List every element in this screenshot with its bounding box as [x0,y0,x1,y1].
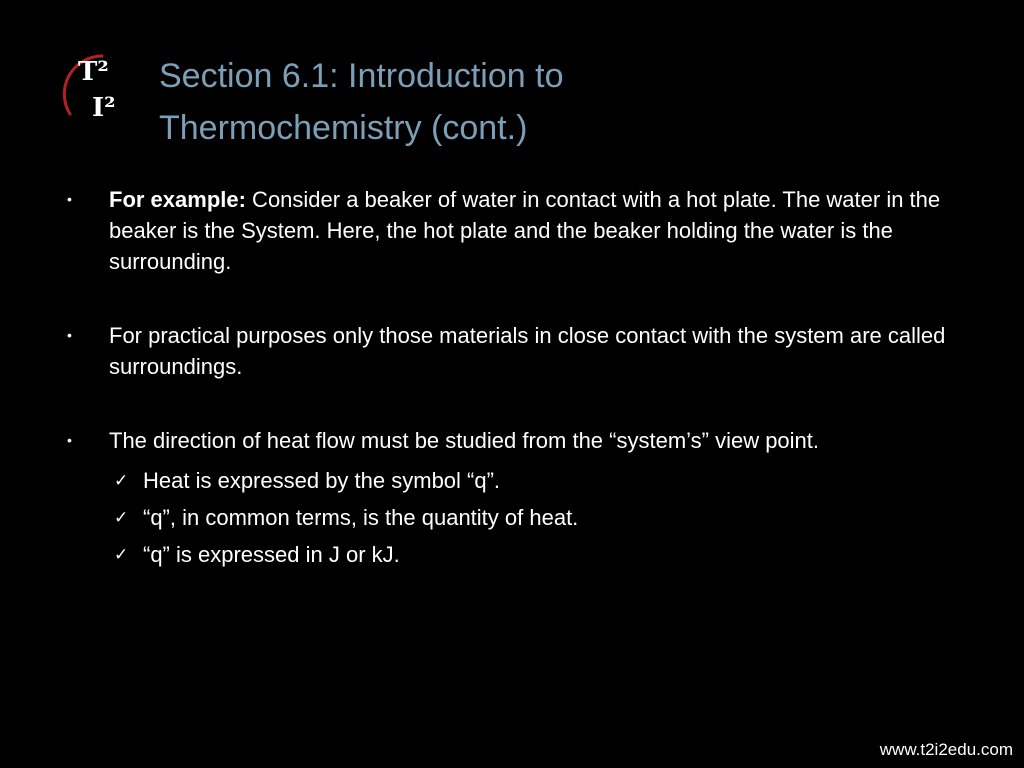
slide-title [159,50,859,154]
checklist-item [109,462,962,499]
checklist-item [109,536,962,573]
bullet-dot-icon: • [67,191,72,207]
bullet-text: For practical purposes only those materials in close contact with the system are called surroundings. [109,323,946,379]
bullet-text: The direction of heat flow must be studied from the “system’s” view point. [109,428,820,453]
bullet-list [62,184,962,573]
checklist-item [109,499,962,536]
logo-top-text: T² [78,57,109,87]
checkmark-icon: ✓ [114,471,129,490]
bullet-text: Consider a beaker of water in contact with a hot plate. The water in the beaker is the System. Here, the hot plate and the beaker holding the water is the surrounding. [109,187,941,274]
checklist [109,462,962,573]
checklist-item-text: “q”, in common terms, is the quantity of heat. [143,505,579,530]
logo-graphic [58,50,138,130]
bullet-lead-text: For example: [109,187,246,212]
checkmark-icon: ✓ [114,508,129,527]
bullet-dot-icon: • [67,432,72,448]
footer-url: www.t2i2edu.com [879,740,1013,759]
bullet-item [62,184,962,277]
title-line-2: Thermochemistry (cont.) [159,109,528,147]
checkmark-icon: ✓ [114,545,129,564]
bullet-dot-icon: • [67,327,72,343]
bullet-item [62,425,962,573]
t2i2-logo [58,50,138,130]
checklist-item-text: “q” is expressed in J or kJ. [143,542,400,567]
logo-bottom-text: I² [92,93,116,123]
bullet-item [62,320,962,382]
checklist-item-text: Heat is expressed by the symbol “q”. [143,468,501,493]
title-line-1: Section 6.1: Introduction to [159,57,564,95]
